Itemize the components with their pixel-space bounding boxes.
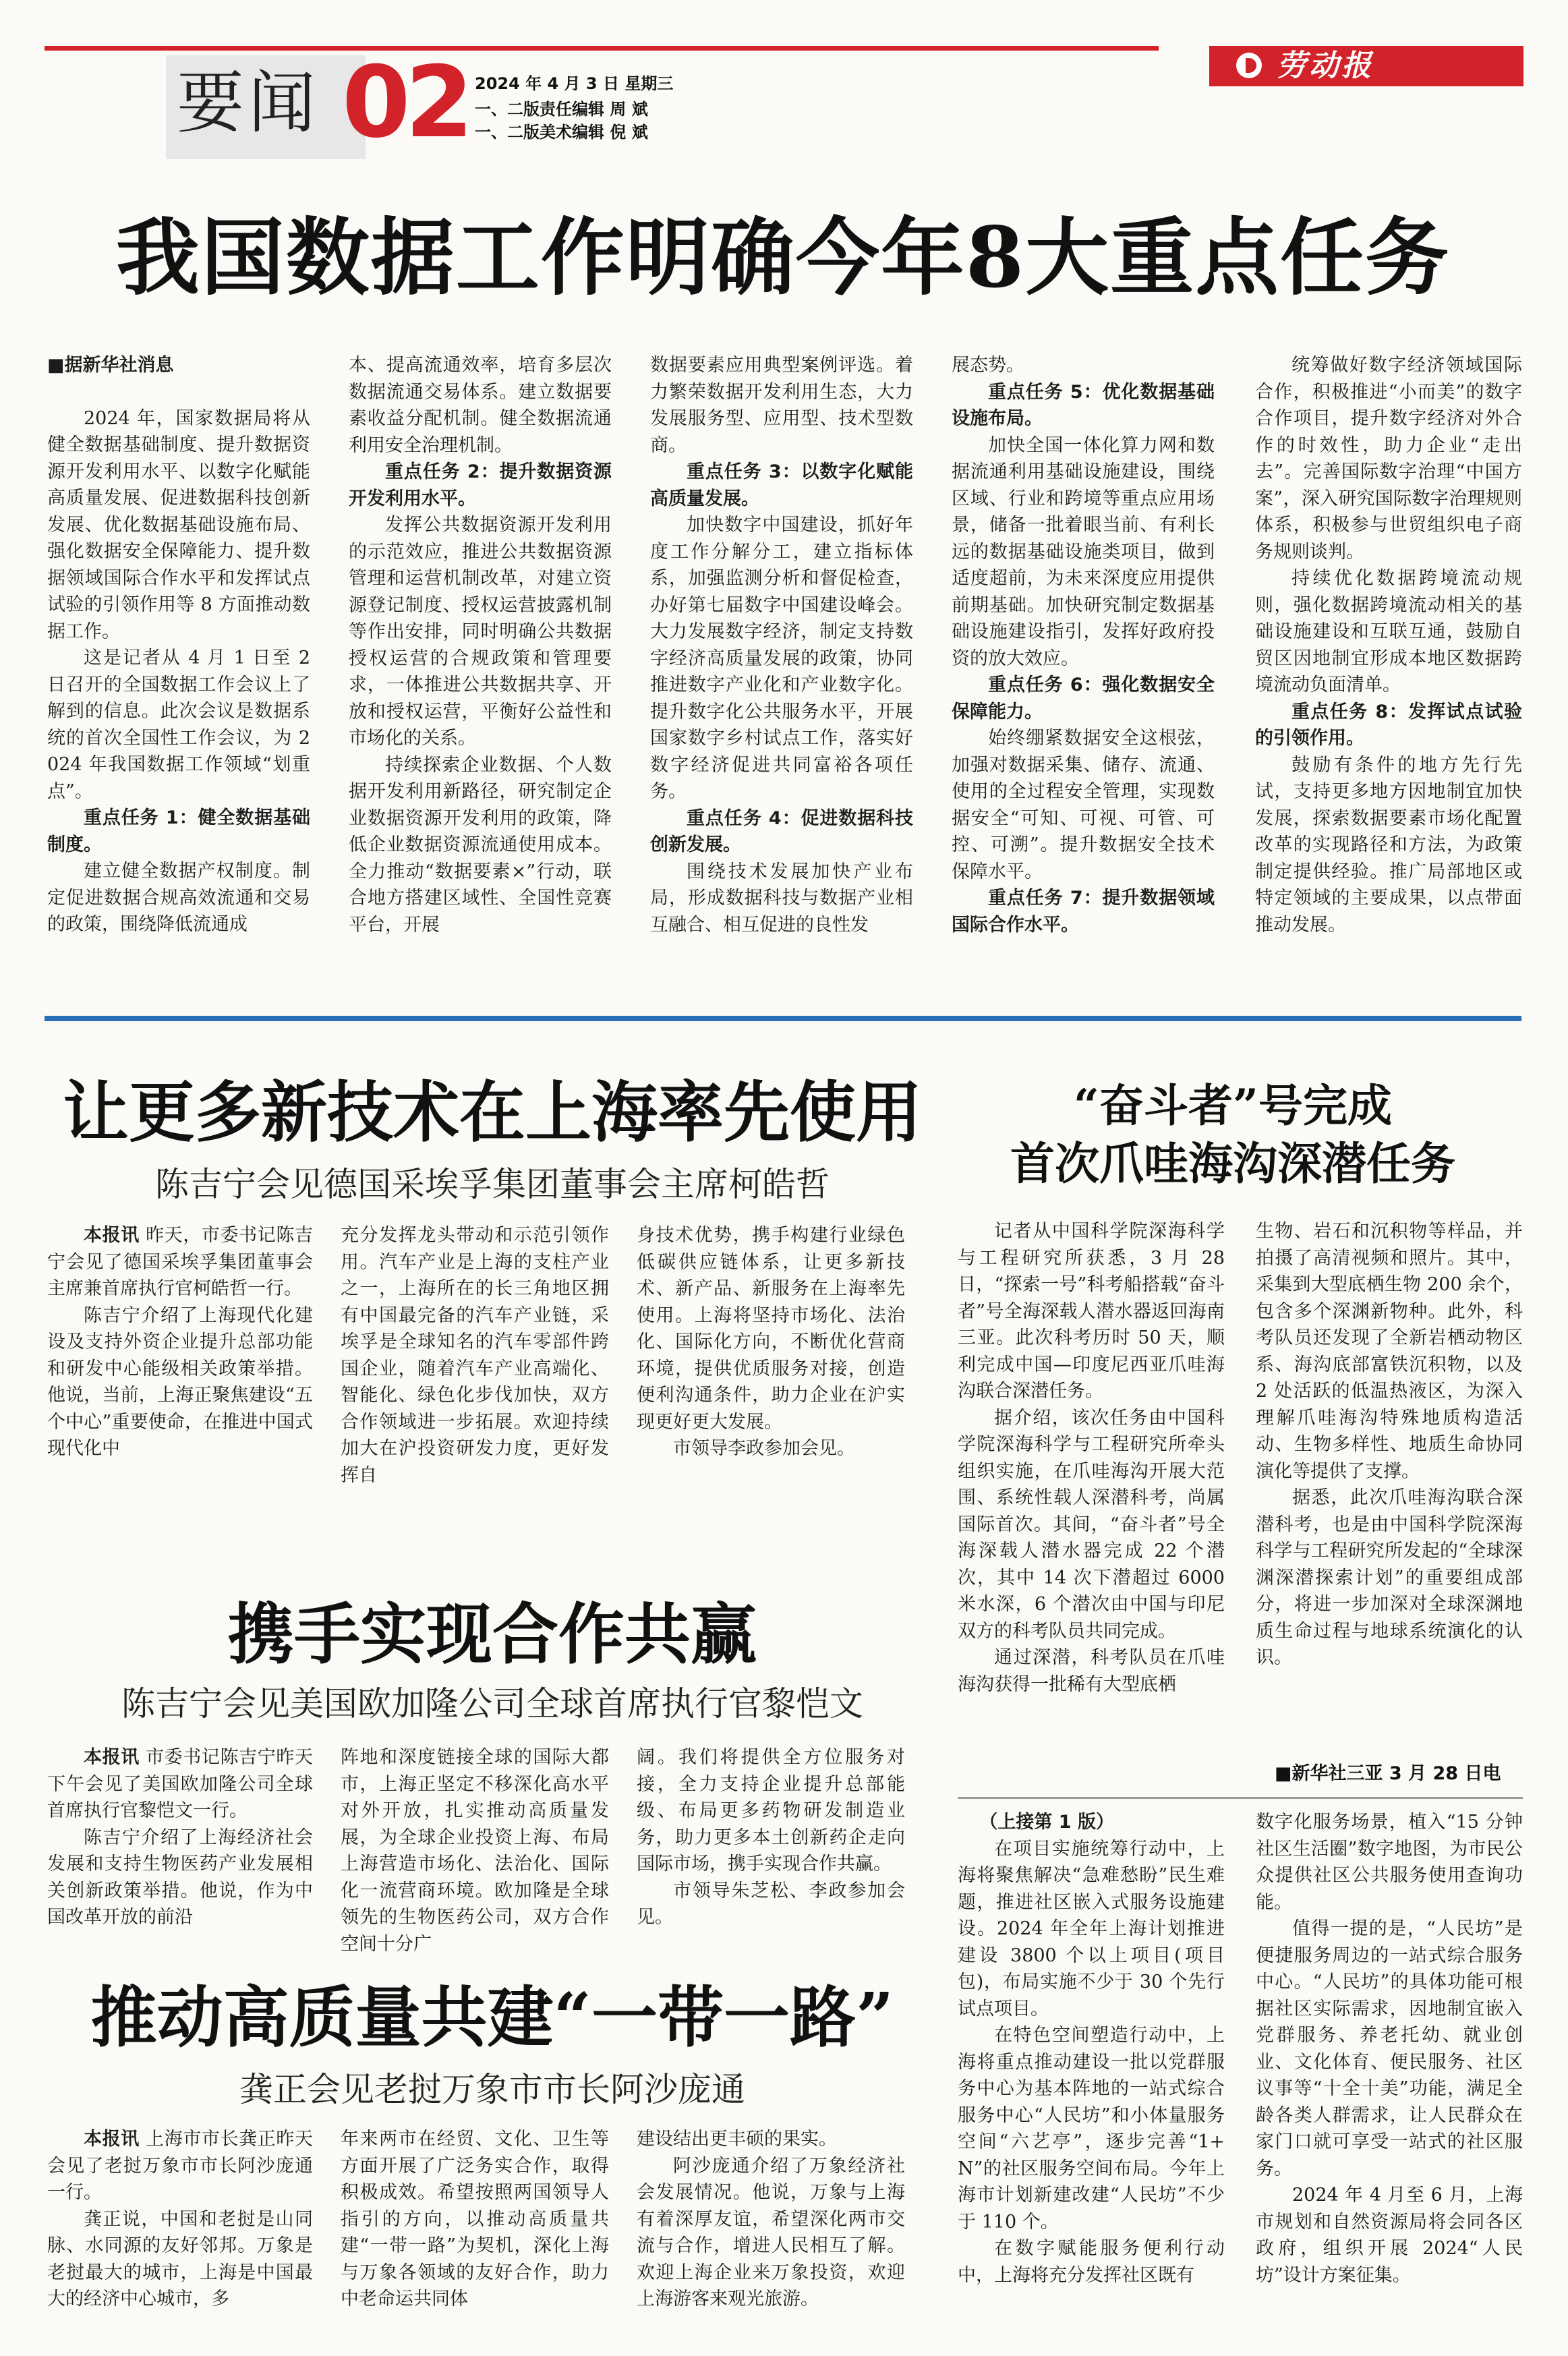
- article2-col-3: [637, 1222, 905, 1546]
- article5-dateline: ■新华社三亚 3 月 28 日电: [1275, 1763, 1501, 1784]
- article2-lead: 本报讯: [84, 1225, 140, 1246]
- article-paragraph: 市领导朱芝松、李政参加会见。: [637, 1880, 905, 1928]
- article2-col-1: [47, 1222, 313, 1546]
- header-designer: 一、二版美术编辑 倪 斌: [475, 123, 648, 142]
- article3-subheadline: 陈吉宁会见美国欧加隆公司全球首席执行官黎恺文: [121, 1684, 863, 1723]
- article4-lead: 本报讯: [84, 2129, 140, 2150]
- main-paragraph: 加快全国一体化算力网和数据流通利用基础设施建设，围绕区域、行业和跨境等重点应用场景，储备一批着眼当前、有利长远的数据基础设施类项目，做到适度超前，为未来深度应用提供前期基础。加快研究制定数据基础设施建设指引，发挥好政府投资的放大效应。: [952, 434, 1215, 669]
- article-paragraph: 在数字赋能服务便利行动中，上海将充分发挥社区既有: [958, 2238, 1225, 2286]
- main-paragraph: 统筹做好数字经济领域国际合作，积极推进“小而美”的数字合作项目，提升数字经济对外合作的时效性，助力企业“走出去”。完善国际数字治理“中国方案”，深入研究国际数字治理规则体系，积极参与世贸组织电子商务规则谈判。: [1255, 355, 1522, 563]
- article3-headline: 携手实现合作共赢: [227, 1596, 757, 1673]
- main-paragraph: 始终绷紧数据安全这根弦，加强对数据采集、储存、流通、使用的全过程安全管理，实现数据安全“可知、可视、可管、可控、可溯”。提升数据安全技术保障水平。: [952, 728, 1215, 882]
- article5-headline-line2: 首次爪哇海沟深潜任务: [1010, 1137, 1455, 1190]
- article-paragraph: 市领导李政参加会见。: [673, 1438, 855, 1459]
- article-paragraph: 据介绍，该次任务由中国科学院深海科学与工程研究所牵头组织实施，在爪哇海沟开展大范围、系统性载人深潜科考，尚属国际首次。其间，“奋斗者”号全海深载人潜水器完成 22 个潜次，其中 14 次下潜超过 6000 米水深，6 个潜次由中国与印尼双方的科考队员共同完成。: [958, 1407, 1225, 1642]
- main-paragraph: 这是记者从 4 月 1 日至 2 日召开的全国数据工作会议上了解到的信息。此次会议是数据系统的首次全国性工作会议，为 2024 年我国数据工作领域“划重点”。: [47, 648, 310, 802]
- main-col-4: [952, 352, 1215, 973]
- article6-col-2: [1256, 1809, 1523, 2342]
- article-paragraph: 陈吉宁介绍了上海现代化建设及支持外资企业提升总部功能和研发中心能级相关政策举措。他说，当前，上海正聚焦建设“五个中心”重要使命，在推进中国式现代化中: [47, 1304, 313, 1459]
- article-paragraph: 阵地和深度链接全球的国际大都市，上海正坚定不移深化高水平对外开放，扎实推动高质量发展，为全球企业投资上海、布局上海营造市场化、法治化、国际化一流营商环境。欧加隆是全球领先的生物医药公司，双方合作空间十分广: [341, 1747, 609, 1955]
- task-heading: 重点任务 8：发挥试点试验的引领作用。: [1255, 701, 1522, 749]
- article5-headline-line1: “奋斗者”号完成: [1074, 1079, 1392, 1132]
- article-paragraph: 年来两市在经贸、文化、卫生等方面开展了广泛务实合作，取得积极成效。希望按照两国领导人指引的方向，以推动高质量共建“一带一路”为契机，深化上海与万象各领域的友好合作，助力中老命运共同体: [341, 2129, 609, 2309]
- logo-box: [1209, 46, 1523, 86]
- article-paragraph: 阿沙庞通介绍了万象经济社会发展情况。他说，万象与上海有着深厚友谊，希望深化两市交流与合作，增进人民相互了解。欢迎上海企业来万象投资，欢迎上海游客来观光旅游。: [637, 2155, 905, 2309]
- article3-col-1: [47, 1744, 313, 2014]
- article3-col-3: [637, 1744, 905, 2014]
- article6-continued: （上接第 1 版）: [979, 1812, 1114, 1833]
- article3-col-2: [341, 1744, 609, 2014]
- article-paragraph: 在特色空间塑造行动中，上海将重点推动建设一批以党群服务中心为基本阵地的一站式综合服务中心“人民坊”和小体量服务空间“六艺亭”，逐步完善“1+N”的社区服务空间布局。今年上海市计划新建改建“人民坊”不少于 110 个。: [958, 2025, 1225, 2233]
- article-paragraph: 通过深潜，科考队员在爪哇海沟获得一批稀有大型底栖: [958, 1647, 1225, 1695]
- main-paragraph: 本、提高流通效率，培育多层次数据流通交易体系。建立数据要素收益分配机制。健全数据流通利用安全治理机制。: [349, 355, 612, 456]
- article-paragraph: 建设结出更丰硕的果实。: [637, 2129, 837, 2150]
- main-col-3: [650, 352, 913, 973]
- main-paragraph: 持续优化数据跨境流动规则，强化数据跨境流动相关的基础设施建设和互联互通，鼓励自贸区因地制宜形成本地区数据跨境流动负面清单。: [1255, 568, 1522, 695]
- article-paragraph: 龚正说，中国和老挝是山同脉、水同源的友好邻邦。万象是老挝最大的城市，上海是中国最大的经济中心城市，多: [47, 2208, 313, 2309]
- main-col-2: [349, 352, 612, 973]
- article4-subheadline: 龚正会见老挝万象市市长阿沙庞通: [239, 2070, 745, 2109]
- article2-col-2: [341, 1222, 609, 1546]
- task-heading: 重点任务 7：提升数据领域国际合作水平。: [952, 888, 1215, 936]
- main-paragraph: 持续探索企业数据、个人数据开发利用新路径，研究制定企业数据资源开发利用的政策，降低企业数据资源流通使用成本。全力推动“数据要素×”行动，联合地方搭建区域性、全国性竞赛平台，开展: [349, 754, 612, 936]
- article-paragraph: 身技术优势，携手构建行业绿色低碳供应链体系，让更多新技术、新产品、新服务在上海率先使用。上海将坚持市场化、法治化、国际化方向，不断优化营商环境，提供优质服务对接，创造便利沟通条件，助力企业在沪实现更好更大发展。: [637, 1225, 905, 1433]
- article2-subheadline: 陈吉宁会见德国采埃孚集团董事会主席柯皓哲: [155, 1165, 830, 1204]
- main-paragraph: 围绕技术发展加快产业布局，形成数据科技与数据产业相互融合、相互促进的良性发: [650, 861, 913, 936]
- main-paragraph: 发挥公共数据资源开发利用的示范效应，推进公共数据资源管理和运营机制改革，对建立资源登记制度、授权运营披露机制等作出安排，同时明确公共数据授权运营的合规政策和管理要求，一体推进公共数据共享、开放和授权运营，平衡好公益性和市场化的关系。: [349, 515, 612, 749]
- main-paragraph: 展态势。: [952, 355, 1024, 376]
- header-top-rule: [45, 46, 1159, 51]
- task-heading: 重点任务 5：优化数据基础设施布局。: [952, 381, 1215, 429]
- header-date: 2024 年 4 月 3 日 星期三: [475, 74, 674, 93]
- article4-headline: 推动高质量共建“一带一路”: [90, 1979, 894, 2057]
- main-paragraph: 加快数字中国建设，抓好年度工作分解分工，建立指标体系，加强监测分析和督促检查，办好第七届数字中国建设峰会。大力发展数字经济，制定支持数字经济高质量发展的政策，协同推进数字产业化和产业数字化。提升数字化公共服务水平，开展国家数字乡村试点工作，落实好数字经济促进共同富裕各项任务。: [650, 515, 913, 802]
- main-col-1: [47, 352, 310, 973]
- task-heading: 重点任务 1：健全数据基础制度。: [47, 807, 310, 855]
- article-paragraph: 数字化服务场景，植入“15 分钟社区生活圈”数字地图，为市民公众提供社区公共服务使用查询功能。: [1256, 1812, 1523, 1913]
- article-paragraph: 2024 年 4 月至 6 月，上海市规划和自然资源局将会同各区政府，组织开展 2024“人民坊”设计方案征集。: [1256, 2185, 1523, 2286]
- article2-headline: 让更多新技术在上海率先使用: [62, 1074, 922, 1151]
- article4-col-1: [47, 2126, 313, 2342]
- section-divider: [45, 1016, 1521, 1021]
- article5-col-2: [1256, 1218, 1523, 1758]
- article-paragraph: 阔。我们将提供全方位服务对接，全力支持企业提升总部能级、布局更多药物研发制造业务，助力更多本土创新药企走向国际市场，携手实现合作共赢。: [637, 1747, 905, 1874]
- article4-col-2: [341, 2126, 609, 2342]
- article-paragraph: 据悉，此次爪哇海沟联合深潜科考，也是由中国科学院深海科学与工程研究所发起的“全球深渊深潜探索计划”的重要组成部分，将进一步加深对全球深渊地质生命过程与地球系统演化的认识。: [1256, 1487, 1523, 1668]
- article6-col-1: [958, 1809, 1225, 2342]
- main-paragraph: 2024 年，国家数据局将从健全数据基础制度、提升数据资源开发利用水平、以数字化赋能高质量发展、促进数据科技创新发展、优化数据基础设施布局、强化数据安全保障能力、提升数据领域国际合作水平和发挥试点试验的引领作用等 8 方面推动数据工作。: [47, 407, 310, 642]
- section-title: 要闻: [177, 63, 320, 142]
- article-paragraph: 记者从中国科学院深海科学与工程研究所获悉，3 月 28 日，“探索一号”科考船搭载“奋斗者”号全海深载人潜水器返回海南三亚。此次科考历时 50 天，顺利完成中国—印度尼西亚爪哇海沟联合深潜任务。: [958, 1221, 1225, 1402]
- main-col-5: [1255, 352, 1522, 973]
- main-headline: 我国数据工作明确今年8大重点任务: [115, 209, 1451, 307]
- article5-col-1: [958, 1218, 1225, 1785]
- article-text: 上海市市长龚正昨天会见了老挝万象市市长阿沙庞通一行。: [47, 2129, 313, 2203]
- article-paragraph: 充分发挥龙头带动和示范引领作用。汽车产业是上海的支柱产业之一，上海所在的长三角地区拥有中国最完备的汽车产业链，采埃孚是全球知名的汽车零部件跨国企业，随着汽车产业高端化、智能化、绿色化步伐加快，双方合作领域进一步拓展。欢迎持续加大在沪投资研发力度，更好发挥自: [341, 1225, 609, 1486]
- main-paragraph: 鼓励有条件的地方先行先试，支持更多地方因地制宜加快发展，探索数据要素市场化配置改革的实现路径和方法，为政策制定提供经验。推广局部地区或特定领域的主要成果，以点带面推动发展。: [1255, 754, 1522, 936]
- task-heading: 重点任务 3：以数字化赋能高质量发展。: [650, 461, 913, 509]
- article-paragraph: 陈吉宁介绍了上海经济社会发展和支持生物医药产业发展相关创新政策举措。他说，作为中国改革开放的前沿: [47, 1827, 313, 1928]
- article-paragraph: 在项目实施统筹行动中，上海将聚焦解决“急难愁盼”民生难题，推进社区嵌入式服务设施建设。2024 年全年上海计划推进建设 3800 个以上项目(项目包)，布局实施不少于 30 个先行试点项目。: [958, 1838, 1225, 2019]
- header-editor: 一、二版责任编辑 周 斌: [475, 100, 648, 119]
- article3-lead: 本报讯: [84, 1747, 140, 1768]
- page-number: 02: [342, 45, 469, 160]
- task-heading: 重点任务 2：提升数据资源开发利用水平。: [349, 461, 612, 509]
- task-heading: 重点任务 6：强化数据安全保障能力。: [952, 674, 1215, 722]
- article-text: 市委书记陈吉宁昨天下午会见了美国欧加隆公司全球首席执行官黎恺文一行。: [47, 1747, 313, 1821]
- main-paragraph: 数据要素应用典型案例评选。着力繁荣数据开发利用生态，大力发展服务型、应用型、技术型数商。: [650, 355, 913, 456]
- logo-text: 劳动报: [1277, 49, 1374, 83]
- article-paragraph: 值得一提的是，“人民坊”是便捷服务周边的一站式综合服务中心。“人民坊”的具体功能可根据社区实际需求，因地制宜嵌入党群服务、养老托幼、就业创业、文化体育、便民服务、社区议事等“十全十美”功能，满足全龄各类人群需求，让人民群众在家门口就可享受一站式的社区服务。: [1256, 1918, 1523, 2179]
- article-paragraph: 生物、岩石和沉积物等样品，并拍摄了高清视频和照片。其中，采集到大型底栖生物 200 余个，包含多个深渊新物种。此外，科考队员还发现了全新岩栖动物区系、海沟底部富铁沉积物，以及 2 处活跃的低温热液区，为深入理解爪哇海沟特殊地质构造活动、生物多样性、地质生命协同演化等提供了支撑。: [1256, 1221, 1523, 1482]
- article4-col-3: [637, 2126, 905, 2342]
- main-source: ■据新华社消息: [47, 355, 174, 376]
- task-heading: 重点任务 4：促进数据科技创新发展。: [650, 807, 913, 855]
- article-text: 昨天，市委书记陈吉宁会见了德国采埃孚集团董事会主席兼首席执行官柯皓哲一行。: [47, 1225, 313, 1299]
- article6-divider: [958, 1797, 1523, 1799]
- main-paragraph: 建立健全数据产权制度。制定促进数据合规高效流通和交易的政策，围绕降低流通成: [47, 861, 310, 935]
